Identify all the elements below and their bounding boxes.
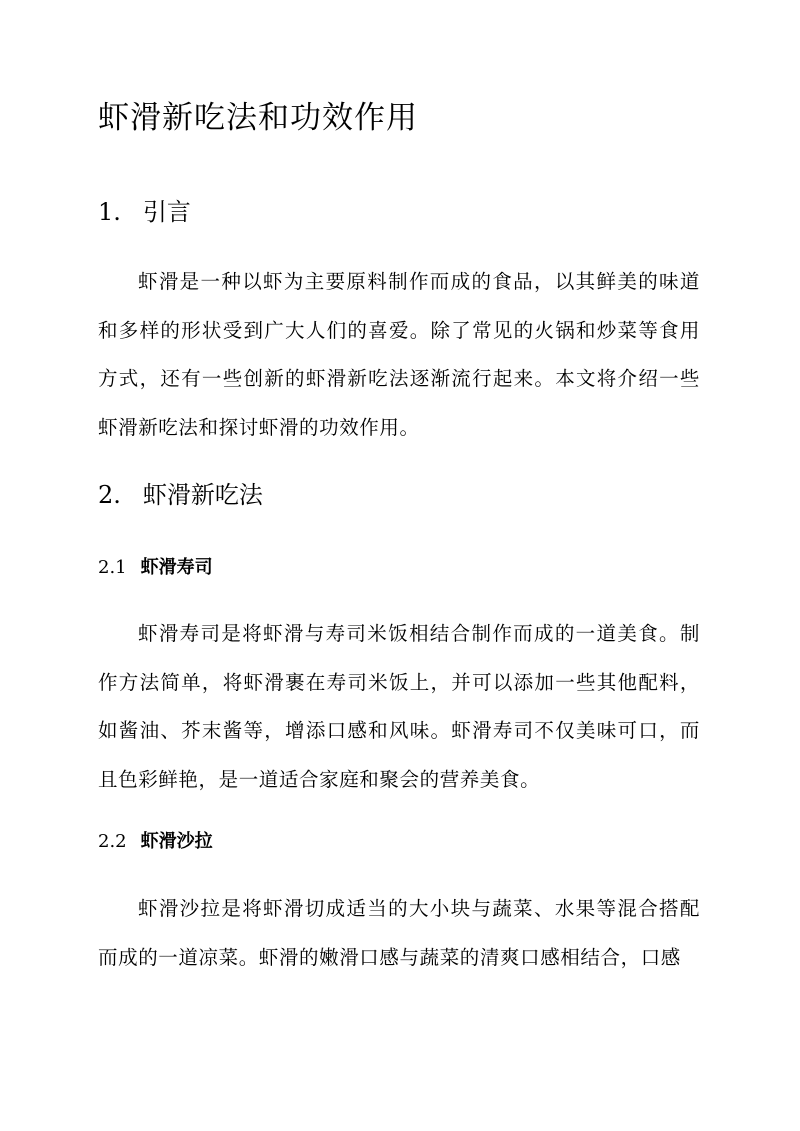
subsection-title: 虾滑沙拉 (140, 831, 213, 852)
section-number: 1. (98, 198, 121, 226)
section-heading-intro (98, 195, 191, 229)
subsection-title: 虾滑寿司 (140, 557, 213, 578)
subsection-number: 2.1 (98, 557, 127, 578)
intro-paragraph: 虾滑是一种以虾为主要原料制作而成的食品，以其鲜美的味道和多样的形状受到广大人们的喜爱。除了常见的火锅和炒菜等食用方式，还有一些创新的虾滑新吃法逐渐流行起来。本文将介绍一些虾滑新吃法和探讨虾滑的功效作用。 (98, 270, 700, 439)
section-title: 虾滑新吃法 (142, 481, 263, 509)
subsection-heading-salad (98, 829, 213, 855)
section-number: 2. (98, 481, 121, 509)
sushi-paragraph: 虾滑寿司是将虾滑与寿司米饭相结合制作而成的一道美食。制作方法简单，将虾滑裹在寿司米饭上，并可以添加一些其他配料，如酱油、芥末酱等，增添口感和风味。虾滑寿司不仅美味可口，而且色彩鲜艳，是一道适合家庭和聚会的营养美食。 (98, 622, 700, 791)
subsection-number: 2.2 (98, 831, 127, 852)
section-title: 引言 (142, 198, 191, 226)
document-title: 虾滑新吃法和功效作用 (98, 100, 418, 136)
subsection-heading-sushi (98, 555, 213, 581)
salad-paragraph: 虾滑沙拉是将虾滑切成适当的大小块与蔬菜、水果等混合搭配而成的一道凉菜。虾滑的嫩滑口感与蔬菜的清爽口感相结合，口感 (98, 897, 700, 969)
section-heading-new-ways (98, 478, 263, 512)
